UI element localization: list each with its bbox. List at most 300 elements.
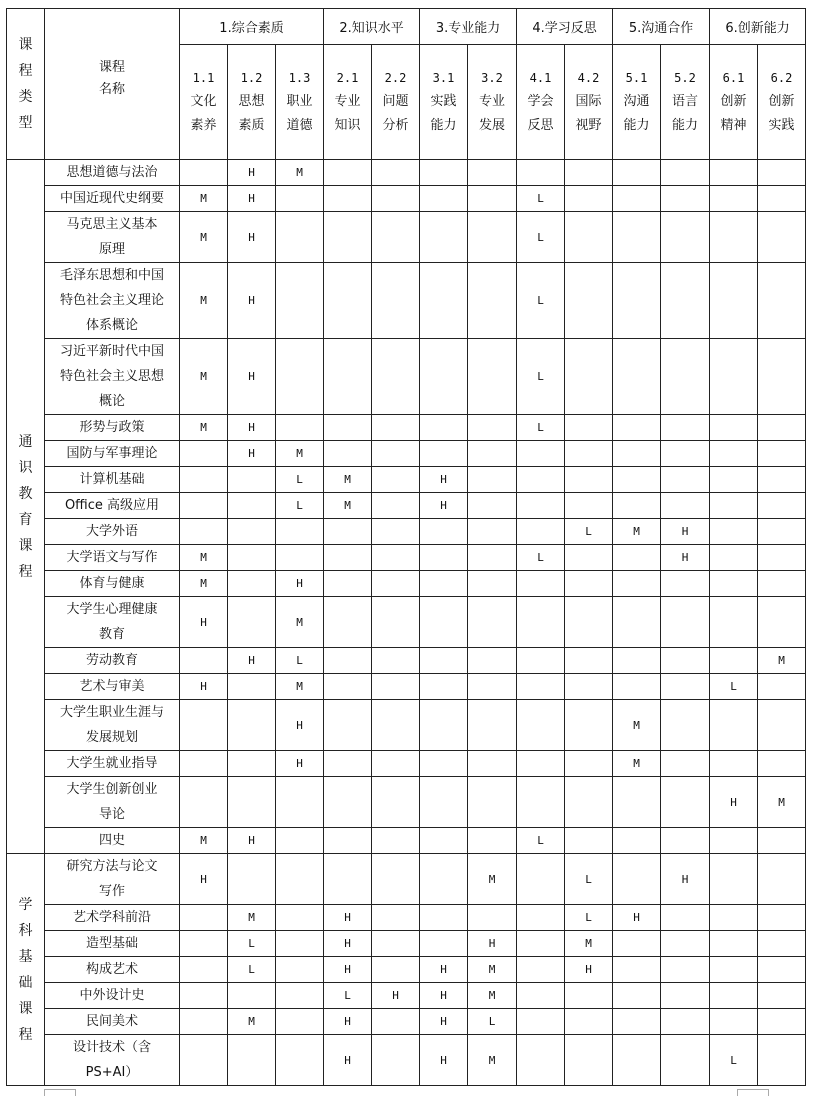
course-name-cell — [45, 212, 180, 263]
support-level-cell — [420, 674, 468, 700]
support-level-cell — [372, 339, 420, 415]
support-level-cell — [420, 777, 468, 828]
course-name-line: 特色社会主义思想 — [59, 369, 164, 384]
support-level-cell: M — [180, 186, 228, 212]
category-cell — [7, 854, 45, 1086]
support-level-cell: H — [661, 519, 710, 545]
support-level-cell: H — [420, 493, 468, 519]
support-level-cell: H — [276, 700, 324, 751]
support-level-cell — [180, 493, 228, 519]
course-name-line: Office 高级应用 — [64, 498, 160, 513]
support-level-cell — [710, 983, 758, 1009]
category-char: 程 — [18, 563, 33, 580]
ability-group-header: 5.沟通合作 — [613, 9, 710, 45]
support-level-cell: L — [276, 467, 324, 493]
ability-label-line2: 能力 — [430, 118, 457, 133]
course-name-cell — [45, 519, 180, 545]
support-level-cell — [180, 1009, 228, 1035]
matrix-body — [7, 160, 806, 1086]
support-level-cell: H — [324, 957, 372, 983]
support-level-cell — [517, 751, 565, 777]
table-row — [7, 493, 806, 519]
support-level-cell — [276, 212, 324, 263]
category-char: 科 — [18, 922, 33, 939]
support-level-cell — [468, 493, 517, 519]
support-level-cell — [710, 905, 758, 931]
course-type-char: 程 — [18, 63, 33, 79]
support-level-cell — [228, 1035, 276, 1086]
support-level-cell — [517, 519, 565, 545]
support-level-cell: M — [180, 571, 228, 597]
support-level-cell — [468, 751, 517, 777]
support-level-cell — [180, 519, 228, 545]
support-level-cell: H — [228, 186, 276, 212]
table-row — [7, 854, 806, 905]
ability-label-line1: 实践 — [430, 94, 457, 109]
course-name-line: 研究方法与论文 — [66, 859, 158, 874]
ability-sub-header — [613, 45, 661, 160]
support-level-cell — [420, 751, 468, 777]
support-level-cell — [613, 1035, 661, 1086]
ability-code: 6.2 — [770, 71, 793, 85]
support-level-cell — [420, 415, 468, 441]
ability-label-line1: 学会 — [527, 94, 554, 109]
support-level-cell — [324, 674, 372, 700]
support-level-cell: M — [613, 519, 661, 545]
support-level-cell — [661, 905, 710, 931]
course-type-char: 型 — [18, 115, 33, 131]
support-level-cell — [710, 467, 758, 493]
support-level-cell: L — [468, 1009, 517, 1035]
ability-sub-header — [228, 45, 276, 160]
support-level-cell — [758, 854, 806, 905]
ability-sub-header — [565, 45, 613, 160]
support-level-cell — [661, 648, 710, 674]
support-level-cell: H — [228, 263, 276, 339]
support-level-cell — [565, 415, 613, 441]
course-name-line: 劳动教育 — [85, 653, 138, 668]
course-name-cell — [45, 545, 180, 571]
course-name-line: 发展规划 — [85, 730, 138, 745]
support-level-cell — [661, 751, 710, 777]
course-name-line: 习近平新时代中国 — [59, 344, 164, 359]
support-level-cell — [661, 186, 710, 212]
support-level-cell — [565, 597, 613, 648]
support-level-cell — [710, 1009, 758, 1035]
support-level-cell — [613, 597, 661, 648]
support-level-cell — [276, 186, 324, 212]
support-level-cell: L — [228, 957, 276, 983]
support-level-cell — [710, 339, 758, 415]
support-level-cell — [372, 777, 420, 828]
course-name-line: 中国近现代史纲要 — [59, 191, 164, 206]
support-level-cell — [613, 415, 661, 441]
support-level-cell — [758, 415, 806, 441]
support-level-cell: M — [758, 648, 806, 674]
support-level-cell — [517, 160, 565, 186]
support-level-cell — [324, 854, 372, 905]
ability-code: 4.1 — [529, 71, 552, 85]
support-level-cell — [517, 905, 565, 931]
support-level-cell — [372, 751, 420, 777]
support-level-cell — [372, 493, 420, 519]
ability-label-line2: 实践 — [768, 118, 795, 133]
support-level-cell: L — [517, 186, 565, 212]
support-level-cell — [420, 263, 468, 339]
support-level-cell — [710, 931, 758, 957]
course-name-line: 造型基础 — [85, 936, 138, 951]
support-level-cell — [661, 931, 710, 957]
support-level-cell — [276, 1009, 324, 1035]
course-name-cell — [45, 854, 180, 905]
course-name-line: PS+AI） — [85, 1065, 139, 1080]
support-level-cell — [613, 854, 661, 905]
support-level-cell — [324, 700, 372, 751]
table-row — [7, 339, 806, 415]
ability-sub-header — [420, 45, 468, 160]
ability-label-line1: 问题 — [382, 94, 409, 109]
course-ability-matrix — [6, 8, 806, 1086]
table-row — [7, 674, 806, 700]
table-row — [7, 1035, 806, 1086]
support-level-cell — [613, 828, 661, 854]
support-level-cell — [420, 931, 468, 957]
support-level-cell: H — [228, 828, 276, 854]
support-level-cell: H — [420, 1035, 468, 1086]
support-level-cell — [228, 751, 276, 777]
matrix-header — [7, 9, 806, 160]
course-name-cell — [45, 571, 180, 597]
support-level-cell — [517, 777, 565, 828]
support-level-cell — [661, 571, 710, 597]
support-level-cell — [276, 339, 324, 415]
support-level-cell — [758, 467, 806, 493]
support-level-cell — [324, 597, 372, 648]
course-name-line: 毛泽东思想和中国 — [59, 268, 164, 283]
support-level-cell — [661, 700, 710, 751]
ability-sub-header — [180, 45, 228, 160]
category-char: 程 — [18, 1026, 33, 1043]
course-name-line: 导论 — [98, 807, 125, 822]
ability-label-line1: 职业 — [286, 94, 313, 109]
support-level-cell — [661, 467, 710, 493]
support-level-cell — [710, 751, 758, 777]
support-level-cell — [420, 828, 468, 854]
support-level-cell — [276, 931, 324, 957]
support-level-cell — [661, 493, 710, 519]
support-level-cell — [517, 597, 565, 648]
support-level-cell — [228, 983, 276, 1009]
support-level-cell — [613, 160, 661, 186]
support-level-cell — [228, 597, 276, 648]
course-name-line: 大学外语 — [85, 524, 138, 539]
support-level-cell — [710, 571, 758, 597]
support-level-cell — [613, 957, 661, 983]
support-level-cell: H — [228, 441, 276, 467]
support-level-cell — [565, 545, 613, 571]
course-name-cell — [45, 441, 180, 467]
support-level-cell: H — [661, 545, 710, 571]
support-level-cell — [565, 1035, 613, 1086]
support-level-cell: H — [710, 777, 758, 828]
ability-group-header: 4.学习反思 — [517, 9, 613, 45]
support-level-cell — [276, 828, 324, 854]
support-level-cell — [517, 957, 565, 983]
support-level-cell: L — [228, 931, 276, 957]
support-level-cell — [468, 339, 517, 415]
support-level-cell — [468, 700, 517, 751]
support-level-cell: M — [180, 339, 228, 415]
support-level-cell: M — [468, 983, 517, 1009]
support-level-cell — [228, 493, 276, 519]
support-level-cell — [468, 160, 517, 186]
support-level-cell — [710, 441, 758, 467]
support-level-cell — [468, 545, 517, 571]
support-level-cell — [565, 1009, 613, 1035]
support-level-cell — [468, 648, 517, 674]
support-level-cell — [372, 700, 420, 751]
support-level-cell — [180, 983, 228, 1009]
support-level-cell: H — [565, 957, 613, 983]
support-level-cell: M — [468, 1035, 517, 1086]
support-level-cell — [372, 415, 420, 441]
ability-label-line2: 素质 — [238, 118, 265, 133]
support-level-cell — [613, 339, 661, 415]
course-name-cell — [45, 467, 180, 493]
table-row — [7, 957, 806, 983]
support-level-cell: M — [180, 212, 228, 263]
support-level-cell — [661, 674, 710, 700]
support-level-cell — [758, 212, 806, 263]
support-level-cell — [420, 186, 468, 212]
support-level-cell: L — [517, 828, 565, 854]
support-level-cell — [661, 441, 710, 467]
support-level-cell — [517, 441, 565, 467]
support-level-cell — [372, 519, 420, 545]
support-level-cell — [517, 1009, 565, 1035]
course-type-label — [7, 32, 44, 136]
support-level-cell — [613, 931, 661, 957]
support-level-cell — [180, 931, 228, 957]
table-row — [7, 263, 806, 339]
support-level-cell: H — [468, 931, 517, 957]
category-char: 教 — [18, 485, 33, 502]
ability-group-header: 6.创新能力 — [710, 9, 806, 45]
support-level-cell — [613, 571, 661, 597]
support-level-cell — [420, 648, 468, 674]
ability-code: 3.1 — [432, 71, 455, 85]
support-level-cell — [324, 777, 372, 828]
support-level-cell — [517, 854, 565, 905]
ability-sub-header — [324, 45, 372, 160]
support-level-cell — [517, 648, 565, 674]
support-level-cell — [517, 467, 565, 493]
table-row — [7, 751, 806, 777]
category-char: 课 — [18, 537, 33, 554]
support-level-cell: H — [324, 1035, 372, 1086]
support-level-cell — [180, 957, 228, 983]
support-level-cell — [372, 1035, 420, 1086]
ability-code: 5.1 — [625, 71, 648, 85]
support-level-cell: M — [276, 674, 324, 700]
support-level-cell — [276, 777, 324, 828]
support-level-cell: M — [324, 467, 372, 493]
support-level-cell — [468, 828, 517, 854]
table-row — [7, 777, 806, 828]
support-level-cell — [276, 519, 324, 545]
support-level-cell — [613, 493, 661, 519]
support-level-cell — [517, 674, 565, 700]
support-level-cell: L — [517, 415, 565, 441]
ability-label-line1: 沟通 — [623, 94, 650, 109]
support-level-cell: L — [517, 212, 565, 263]
table-row — [7, 212, 806, 263]
support-level-cell: M — [613, 751, 661, 777]
support-level-cell — [710, 597, 758, 648]
support-level-cell — [613, 186, 661, 212]
course-name-cell — [45, 493, 180, 519]
support-level-cell — [276, 905, 324, 931]
support-level-cell — [372, 905, 420, 931]
support-level-cell — [228, 545, 276, 571]
support-level-cell: H — [180, 854, 228, 905]
course-name-line: 马克思主义基本 — [66, 217, 158, 232]
course-name-header — [45, 9, 180, 160]
course-name-cell — [45, 983, 180, 1009]
support-level-cell — [661, 415, 710, 441]
support-level-cell — [565, 751, 613, 777]
course-name-line: 计算机基础 — [79, 472, 145, 487]
support-level-cell — [517, 931, 565, 957]
ability-code: 2.2 — [384, 71, 407, 85]
support-level-cell — [468, 905, 517, 931]
support-level-cell — [468, 441, 517, 467]
support-level-cell — [758, 441, 806, 467]
course-name-cell — [45, 597, 180, 648]
support-level-cell — [613, 777, 661, 828]
support-level-cell — [613, 648, 661, 674]
support-level-cell — [468, 467, 517, 493]
support-level-cell: M — [180, 828, 228, 854]
ability-code: 2.1 — [336, 71, 359, 85]
course-name-line: 四史 — [98, 833, 125, 848]
support-level-cell — [613, 983, 661, 1009]
support-level-cell — [758, 905, 806, 931]
support-level-cell — [228, 571, 276, 597]
course-name-cell — [45, 339, 180, 415]
support-level-cell: M — [276, 441, 324, 467]
support-level-cell — [228, 519, 276, 545]
support-level-cell — [372, 212, 420, 263]
ability-label-line1: 创新 — [768, 94, 795, 109]
support-level-cell: H — [228, 648, 276, 674]
course-name-cell — [45, 828, 180, 854]
support-level-cell — [661, 160, 710, 186]
course-name-cell — [45, 674, 180, 700]
support-level-cell — [468, 263, 517, 339]
course-type-char: 类 — [18, 89, 33, 105]
support-level-cell: M — [228, 905, 276, 931]
support-level-cell: H — [324, 905, 372, 931]
ability-sub-header — [276, 45, 324, 160]
support-level-cell: H — [228, 339, 276, 415]
support-level-cell — [565, 467, 613, 493]
support-level-cell — [180, 467, 228, 493]
support-level-cell — [324, 828, 372, 854]
support-level-cell — [710, 957, 758, 983]
ability-sub-header — [517, 45, 565, 160]
support-level-cell: H — [228, 160, 276, 186]
ability-label-line2: 分析 — [382, 118, 409, 133]
support-level-cell — [324, 415, 372, 441]
course-name-cell — [45, 777, 180, 828]
course-name-line: 设计技术（含 — [72, 1040, 151, 1055]
support-level-cell: H — [420, 1009, 468, 1035]
table-row — [7, 519, 806, 545]
ability-sub-header — [468, 45, 517, 160]
support-level-cell — [710, 415, 758, 441]
support-level-cell — [758, 931, 806, 957]
ability-group-header: 3.专业能力 — [420, 9, 517, 45]
support-level-cell — [324, 571, 372, 597]
support-level-cell — [758, 1035, 806, 1086]
table-row — [7, 597, 806, 648]
support-level-cell — [468, 186, 517, 212]
support-level-cell — [565, 777, 613, 828]
support-level-cell — [372, 263, 420, 339]
support-level-cell — [420, 571, 468, 597]
support-level-cell — [324, 441, 372, 467]
support-level-cell — [661, 983, 710, 1009]
support-level-cell — [180, 648, 228, 674]
support-level-cell — [661, 957, 710, 983]
support-level-cell — [420, 700, 468, 751]
support-level-cell — [758, 1009, 806, 1035]
support-level-cell — [276, 854, 324, 905]
support-level-cell — [565, 263, 613, 339]
support-level-cell — [228, 777, 276, 828]
course-name-line: 大学生职业生涯与 — [59, 705, 164, 720]
course-name-cell — [45, 905, 180, 931]
support-level-cell: L — [517, 545, 565, 571]
support-level-cell — [661, 597, 710, 648]
support-level-cell — [420, 854, 468, 905]
support-level-cell: H — [228, 212, 276, 263]
support-level-cell: L — [565, 905, 613, 931]
support-level-cell: H — [324, 931, 372, 957]
support-level-cell — [661, 1009, 710, 1035]
support-level-cell — [420, 339, 468, 415]
support-level-cell — [324, 212, 372, 263]
support-level-cell — [468, 415, 517, 441]
course-name-cell — [45, 700, 180, 751]
category-char: 识 — [18, 459, 33, 476]
support-level-cell — [372, 1009, 420, 1035]
support-level-cell — [710, 160, 758, 186]
support-level-cell — [565, 828, 613, 854]
table-row — [7, 905, 806, 931]
support-level-cell — [710, 186, 758, 212]
support-level-cell — [372, 571, 420, 597]
support-level-cell — [565, 648, 613, 674]
support-level-cell: H — [180, 597, 228, 648]
ability-code: 1.3 — [288, 71, 311, 85]
support-level-cell — [228, 674, 276, 700]
category-char: 育 — [18, 511, 33, 528]
course-name-line: 民间美术 — [85, 1014, 138, 1029]
support-level-cell — [565, 983, 613, 1009]
support-level-cell — [758, 160, 806, 186]
